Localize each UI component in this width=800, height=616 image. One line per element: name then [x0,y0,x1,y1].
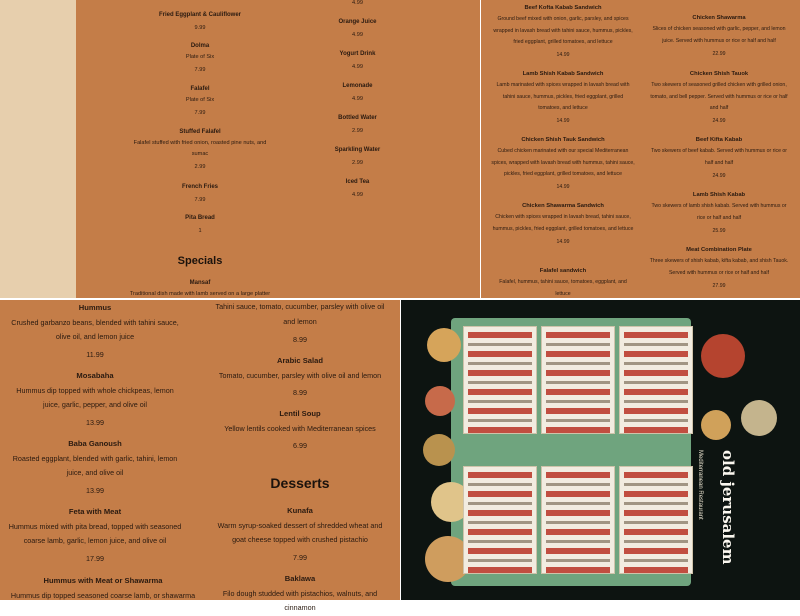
food-plate [741,400,777,436]
menu-panel-sandwiches-plates [481,0,800,298]
item-desc: Tahini sauce, tomato, cucumber, parsley with olive oil and lemon [215,302,385,326]
item-desc: Falafel, hummus, tahini sauce, tomatoes, eggplant, and lettuce [499,279,627,297]
item-name: Bottled Water [338,115,377,121]
item-price: 24.99 [712,117,726,124]
menu-item [8,573,198,603]
menu-item [212,571,388,616]
item-price: 4.99 [352,32,363,39]
desserts-heading: Desserts [270,475,330,491]
menu-item [8,368,182,431]
menu-column-card [541,466,615,574]
item-name: Hummus with Meat or Shawarma [43,576,163,585]
menu-item [130,182,270,206]
menu-item [491,134,635,193]
menu-item [649,68,789,127]
item-price: 7.99 [293,553,307,563]
item-price: 13.99 [86,418,104,428]
menu-item [130,84,270,119]
item-desc: Hummus mixed with pita bread, topped with seasoned coarse lamb, garlic, lemon juice, and olive oil [8,521,182,546]
menu-item [8,300,182,363]
item-name: Lamb Shish Kabab Sandwich [522,71,604,77]
item-desc: Ground beef mixed with onion, garlic, parsley, and spices wrapped in lavash bread with tahini sauce, hummus, pickles, fried eggplant, grilled tomatoes, and lettuce [493,16,633,45]
food-plate [427,328,461,362]
item-price: 7.99 [194,197,206,204]
item-price: 4.99 [352,96,363,103]
item-desc: Tomato, cucumber, parsley with olive oil and lemon [218,370,382,380]
item-name: Chicken Shish Tauok [689,71,749,77]
item-name: Iced Tea [345,179,370,185]
item-price: 6.99 [293,441,307,451]
item-name: Dolma [190,43,210,49]
item-price: 11.99 [86,350,104,360]
menu-item [130,213,270,237]
item-name: Mansaf [189,280,211,286]
item-desc: Plate of Six [185,54,215,61]
brand-title: old jerusalem [719,450,737,565]
item-price: 2.99 [352,128,363,135]
item-name: Arabic Salad [276,356,323,365]
food-plate [425,386,455,416]
menu-panel-dips-desserts [0,300,400,613]
menu-column-card [619,466,693,574]
item-price: 14.99 [556,51,570,58]
item-price: 13.99 [86,486,104,496]
item-price: 1 [198,228,202,235]
item-name: Beef Kifta Kabab [695,137,743,143]
menu-item [212,353,388,401]
menu-item [491,68,635,127]
item-desc: Two skewers of lamb shish kabab. Served with hummus or rice or half and half [651,203,787,221]
item-desc: Roasted eggplant, blended with garlic, tahini, lemon juice, and olive oil [12,453,178,478]
food-plate [701,410,731,440]
item-name: Falafel sandwich [539,268,587,274]
item-price: 4.99 [352,192,363,199]
food-plate [701,334,745,378]
item-desc: Hummus dip topped with whole chickpeas, lemon juice, garlic, pepper, and olive oil [16,385,174,410]
item-price: 24.99 [712,172,726,179]
item-name: Baklawa [284,574,316,583]
menu-item [491,265,635,300]
item-desc: Chicken with spices wrapped in lavash bread, tahini sauce, hummus, pickles, fried eggplant, grilled tomatoes, and lettuce [492,214,634,232]
item-desc: Crushed garbanzo beans, blended with tahini sauce, olive oil, and lemon juice [11,317,179,342]
menu-column-card [463,466,537,574]
menu-item [130,10,270,34]
item-price: 14.99 [556,117,570,124]
item-desc: Plate of Six [185,97,215,104]
item-name: Chicken Shawarma [692,15,746,21]
menu-column-card [463,326,537,434]
menu-item [649,244,789,292]
item-price: 2.99 [194,163,206,170]
item-desc: Hummus dip topped seasoned coarse lamb, or shawarma [10,590,196,600]
menu-item [491,2,635,61]
specials-heading: Specials [177,255,223,267]
menu-item [649,189,789,237]
physical-menu-photo [401,300,800,600]
item-desc: Two skewers of seasoned grilled chicken with grilled onion, tomato, and bell pepper. Served with hummus or rice or half and half [650,82,788,111]
drink-item [310,49,405,73]
item-name: Lemonade [342,83,373,89]
drink-item [310,81,405,105]
item-desc: Two skewers of beef kabab. Served with hummus or rice or half and half [650,148,788,166]
menu-item [212,503,388,566]
item-name: Falafel [190,86,210,92]
menu-column-card [619,326,693,434]
drink-item [310,17,405,41]
item-name: Orange Juice [338,19,377,25]
item-name: Meat Combination Plate [686,247,752,253]
item-name: Sparkling Water [334,147,381,153]
left-strip [0,0,76,298]
item-name: Baba Ganoush [68,439,122,448]
drink-item [310,177,405,201]
menu-item [8,504,182,567]
item-desc: Cubed chicken marinated with our special Mediterranean spices, wrapped with lavash bread with hummus, tahini sauce, pickles, fried eggplant, grilled tomatoes, and lettuce [491,148,635,177]
item-price: 8.99 [293,388,307,398]
item-name: Chicken Shawarma Sandwich [522,203,604,209]
item-name: Lamb Shish Kabab [692,192,746,198]
item-desc: Slices of chicken seasoned with garlic, pepper, and lemon juice. Served with hummus or rice or half and half [652,26,786,44]
item-desc: Warm syrup-soaked dessert of shredded wheat and goat cheese topped with crushed pistachio [217,520,383,545]
brand-tagline: Mediterranean Restaurant [697,450,703,520]
menu-item [110,278,290,300]
item-name: Stuffed Falafel [179,129,221,135]
item-name: Kunafa [287,506,313,515]
menu-item [212,300,388,347]
item-desc: Three skewers of shish kabab, kifta kabab, and shish Tauok. Served with hummus or rice or half and half [649,258,789,276]
menu-panel-appetizers-drinks [0,0,480,298]
item-name: Feta with Meat [68,507,122,516]
item-price: 25.99 [712,227,726,234]
item-price: 4.99 [352,0,363,6]
item-name: Yogurt Drink [339,51,376,57]
item-name: Hummus [78,303,112,312]
menu-item [212,406,388,454]
item-price: 27.99 [712,282,726,289]
menu-item [8,436,182,499]
item-desc: Traditional dish made with lamb served on a large platter [129,291,271,298]
item-desc: Filo dough studded with pistachios, walnuts, and cinnamon [222,588,378,613]
item-name: Pita Bread [185,215,215,221]
item-price: 14.99 [556,238,570,245]
item-price: 9.99 [194,25,206,32]
item-desc: Yellow lentils cooked with Mediterranean spices [224,423,376,433]
item-name: Beef Kofta Kabab Sandwich [524,5,602,11]
menu-item [649,134,789,182]
item-desc: Lamb marinated with spices wrapped in lavash bread with tahini sauce, hummus, pickles, fried eggplant, grilled tomatoes, and lettuce [496,82,630,111]
drink-item [310,145,405,169]
drink-item [310,113,405,137]
item-name: French Fries [181,184,218,190]
item-price: 8.99 [293,334,307,344]
item-price: 22.99 [712,50,726,57]
item-name: Lentil Soup [279,409,321,418]
food-plate [423,434,455,466]
item-price: 7.99 [194,67,206,74]
item-name: Fried Eggplant & Cauliflower [158,12,241,18]
item-price: 4.99 [352,64,363,71]
menu-item [130,41,270,76]
item-price: 17.99 [86,554,104,564]
drink-item [310,0,405,9]
menu-item [649,12,789,60]
menu-column-card [541,326,615,434]
item-name: Mosabaha [76,371,114,380]
menu-item [130,127,270,172]
item-price: 7.99 [194,110,206,117]
item-name: Chicken Shish Tauk Sandwich [521,137,605,143]
item-price: 2.99 [352,160,363,167]
item-desc: Falafel stuffed with fried onion, roasted pine nuts, and sumac [133,140,267,158]
menu-item [491,200,635,248]
item-price: 14.99 [556,183,570,190]
